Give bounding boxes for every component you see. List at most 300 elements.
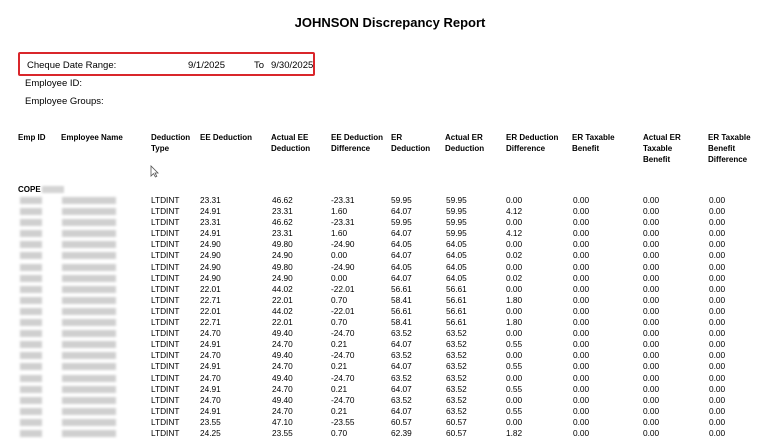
cell-er-taxable-benefit-difference: 0.00 — [709, 372, 726, 383]
cell-er-deduction: 63.52 — [391, 372, 412, 383]
cell-er-deduction: 59.95 — [391, 217, 412, 228]
cell-actual-er-deduction: 59.95 — [446, 206, 467, 217]
redacted-employee-name — [62, 363, 116, 370]
cell-actual-er-taxable-benefit: 0.00 — [643, 317, 660, 328]
table-row — [0, 373, 780, 384]
cell-er-taxable-benefit-difference: 0.00 — [709, 206, 726, 217]
cell-actual-ee-deduction: 23.55 — [272, 427, 293, 438]
cell-actual-ee-deduction: 44.02 — [272, 305, 293, 316]
cell-deduction-type: LTDINT — [151, 405, 180, 416]
cell-ee-deduction-difference: -24.70 — [331, 394, 355, 405]
redacted-employee-name — [62, 286, 116, 293]
cell-ee-deduction: 22.71 — [200, 317, 221, 328]
cell-er-deduction-difference: 0.02 — [506, 250, 523, 261]
cell-er-taxable-benefit: 0.00 — [573, 383, 590, 394]
cell-er-taxable-benefit-difference: 0.00 — [709, 261, 726, 272]
cell-er-taxable-benefit: 0.00 — [573, 294, 590, 305]
cell-er-taxable-benefit-difference: 0.00 — [709, 394, 726, 405]
redacted-emp-id — [20, 264, 42, 271]
cell-er-taxable-benefit-difference: 0.00 — [709, 383, 726, 394]
cell-actual-er-taxable-benefit: 0.00 — [643, 261, 660, 272]
cell-actual-er-taxable-benefit: 0.00 — [643, 350, 660, 361]
cell-er-taxable-benefit-difference: 0.00 — [709, 272, 726, 283]
cell-actual-ee-deduction: 49.40 — [272, 372, 293, 383]
employee-id-label: Employee ID: — [25, 78, 83, 89]
redacted-emp-id — [20, 419, 42, 426]
cell-deduction-type: LTDINT — [151, 394, 180, 405]
redacted-emp-id — [20, 208, 42, 215]
cell-er-deduction-difference: 0.55 — [506, 339, 523, 350]
table-row — [0, 273, 780, 284]
employee-group-label — [18, 185, 64, 194]
cell-ee-deduction-difference: 0.21 — [331, 405, 348, 416]
table-row — [0, 395, 780, 406]
cell-er-deduction-difference: 0.00 — [506, 372, 523, 383]
redacted-emp-id — [20, 308, 42, 315]
redacted-employee-name — [62, 330, 116, 337]
cell-deduction-type: LTDINT — [151, 206, 180, 217]
cell-actual-er-deduction: 63.52 — [446, 339, 467, 350]
report-title: JOHNSON Discrepancy Report — [294, 15, 486, 30]
redacted-emp-id — [20, 275, 42, 282]
redacted-group-suffix — [42, 186, 64, 193]
employee-groups-label: Employee Groups: — [25, 96, 104, 107]
cell-deduction-type: LTDINT — [151, 339, 180, 350]
cell-deduction-type: LTDINT — [151, 294, 180, 305]
table-row — [0, 295, 780, 306]
cell-er-deduction: 56.61 — [391, 305, 412, 316]
cell-ee-deduction: 24.70 — [200, 328, 221, 339]
cell-er-deduction-difference: 0.00 — [506, 305, 523, 316]
cell-ee-deduction-difference: -22.01 — [331, 283, 355, 294]
cell-ee-deduction-difference: 0.70 — [331, 317, 348, 328]
col-header-actual-ee-deduction: Actual EE Deduction — [271, 133, 311, 153]
cell-ee-deduction-difference: -24.70 — [331, 372, 355, 383]
cell-deduction-type: LTDINT — [151, 272, 180, 283]
cheque-date-range — [18, 52, 315, 76]
cell-actual-ee-deduction: 46.62 — [272, 217, 293, 228]
redacted-emp-id — [20, 241, 42, 248]
cell-actual-ee-deduction: 49.40 — [272, 328, 293, 339]
cell-ee-deduction-difference: -24.70 — [331, 328, 355, 339]
cell-er-deduction: 58.41 — [391, 317, 412, 328]
cell-actual-ee-deduction: 22.01 — [272, 317, 293, 328]
table-row — [0, 306, 780, 317]
cell-er-taxable-benefit: 0.00 — [573, 405, 590, 416]
redacted-employee-name — [62, 264, 116, 271]
cell-ee-deduction: 23.31 — [200, 195, 221, 205]
cell-ee-deduction: 24.70 — [200, 350, 221, 361]
redacted-emp-id — [20, 219, 42, 226]
detail-rows — [0, 195, 780, 439]
cell-ee-deduction-difference: -24.90 — [331, 239, 355, 250]
cell-actual-er-deduction: 63.52 — [446, 350, 467, 361]
cell-ee-deduction-difference: 0.21 — [331, 383, 348, 394]
cell-deduction-type: LTDINT — [151, 283, 180, 294]
cell-er-deduction-difference: 1.80 — [506, 294, 523, 305]
redacted-emp-id — [20, 386, 42, 393]
to-date: 9/30/2025 — [271, 60, 314, 71]
cell-actual-er-deduction: 63.52 — [446, 361, 467, 372]
cell-er-taxable-benefit: 0.00 — [573, 217, 590, 228]
cell-ee-deduction-difference: -24.70 — [331, 350, 355, 361]
col-header-actual-er-taxable-benefit: Actual ER Taxable Benefit — [643, 133, 681, 164]
cell-actual-ee-deduction: 46.62 — [272, 195, 293, 205]
redacted-employee-name — [62, 386, 116, 393]
cell-ee-deduction: 23.55 — [200, 416, 221, 427]
cell-deduction-type: LTDINT — [151, 361, 180, 372]
redacted-employee-name — [62, 397, 116, 404]
cell-ee-deduction: 24.90 — [200, 250, 221, 261]
cell-er-taxable-benefit: 0.00 — [573, 372, 590, 383]
cell-deduction-type: LTDINT — [151, 217, 180, 228]
cell-actual-er-taxable-benefit: 0.00 — [643, 361, 660, 372]
cell-actual-er-deduction: 59.95 — [446, 228, 467, 239]
cell-er-deduction-difference: 0.00 — [506, 416, 523, 427]
cell-er-taxable-benefit-difference: 0.00 — [709, 405, 726, 416]
col-header-emp-id: Emp ID — [18, 133, 46, 142]
col-header-employee-name: Employee Name — [61, 133, 123, 142]
redacted-emp-id — [20, 430, 42, 437]
cell-ee-deduction: 24.25 — [200, 427, 221, 438]
cell-er-deduction-difference: 0.00 — [506, 261, 523, 272]
cell-ee-deduction-difference: -23.55 — [331, 416, 355, 427]
cell-actual-ee-deduction: 24.70 — [272, 383, 293, 394]
cell-deduction-type: LTDINT — [151, 317, 180, 328]
cell-actual-er-deduction: 56.61 — [446, 317, 467, 328]
cell-er-taxable-benefit-difference: 0.00 — [709, 317, 726, 328]
cell-er-deduction-difference: 0.00 — [506, 328, 523, 339]
cell-deduction-type: LTDINT — [151, 383, 180, 394]
cell-er-taxable-benefit-difference: 0.00 — [709, 195, 726, 205]
cell-ee-deduction: 24.91 — [200, 339, 221, 350]
cell-ee-deduction-difference: -23.31 — [331, 195, 355, 205]
redacted-employee-name — [62, 208, 116, 215]
cell-actual-er-deduction: 60.57 — [446, 427, 467, 438]
cell-er-deduction: 63.52 — [391, 350, 412, 361]
cell-ee-deduction-difference: 0.70 — [331, 427, 348, 438]
redacted-employee-name — [62, 319, 116, 326]
cell-deduction-type: LTDINT — [151, 416, 180, 427]
cell-actual-er-taxable-benefit: 0.00 — [643, 427, 660, 438]
cell-er-deduction: 64.07 — [391, 272, 412, 283]
cell-ee-deduction-difference: 0.21 — [331, 339, 348, 350]
cell-deduction-type: LTDINT — [151, 239, 180, 250]
cell-deduction-type: LTDINT — [151, 372, 180, 383]
cell-er-deduction: 64.07 — [391, 250, 412, 261]
redacted-employee-name — [62, 352, 116, 359]
cell-actual-er-taxable-benefit: 0.00 — [643, 228, 660, 239]
redacted-employee-name — [62, 197, 116, 204]
cell-ee-deduction: 24.91 — [200, 206, 221, 217]
cell-actual-ee-deduction: 49.80 — [272, 261, 293, 272]
cell-actual-er-taxable-benefit: 0.00 — [643, 272, 660, 283]
cell-er-deduction-difference: 0.55 — [506, 383, 523, 394]
table-row — [0, 195, 780, 206]
cell-ee-deduction: 22.01 — [200, 283, 221, 294]
cell-er-deduction-difference: 0.00 — [506, 283, 523, 294]
cell-er-deduction-difference: 4.12 — [506, 228, 523, 239]
redacted-emp-id — [20, 252, 42, 259]
cell-er-deduction-difference: 0.00 — [506, 217, 523, 228]
cell-er-taxable-benefit: 0.00 — [573, 272, 590, 283]
cell-er-taxable-benefit: 0.00 — [573, 416, 590, 427]
cell-actual-er-deduction: 63.52 — [446, 405, 467, 416]
cell-actual-er-deduction: 56.61 — [446, 283, 467, 294]
cell-er-deduction: 64.07 — [391, 361, 412, 372]
cell-actual-er-taxable-benefit: 0.00 — [643, 217, 660, 228]
employee-group-name: COPE — [18, 185, 41, 194]
cell-er-taxable-benefit: 0.00 — [573, 339, 590, 350]
cell-er-taxable-benefit: 0.00 — [573, 228, 590, 239]
cell-actual-ee-deduction: 23.31 — [272, 206, 293, 217]
cell-er-taxable-benefit: 0.00 — [573, 261, 590, 272]
cell-er-taxable-benefit-difference: 0.00 — [709, 283, 726, 294]
redacted-emp-id — [20, 363, 42, 370]
redacted-employee-name — [62, 230, 116, 237]
cell-er-taxable-benefit-difference: 0.00 — [709, 339, 726, 350]
cell-er-deduction: 64.07 — [391, 206, 412, 217]
cell-ee-deduction: 24.91 — [200, 405, 221, 416]
cell-er-deduction-difference: 0.55 — [506, 405, 523, 416]
cell-ee-deduction-difference: 0.00 — [331, 272, 348, 283]
table-row — [0, 406, 780, 417]
col-header-er-taxable-benefit: ER Taxable Benefit — [572, 133, 615, 153]
cell-actual-ee-deduction: 47.10 — [272, 416, 293, 427]
cell-deduction-type: LTDINT — [151, 350, 180, 361]
table-row — [0, 228, 780, 239]
cell-ee-deduction-difference: -23.31 — [331, 217, 355, 228]
cell-ee-deduction: 24.91 — [200, 228, 221, 239]
cell-actual-ee-deduction: 24.90 — [272, 250, 293, 261]
cell-ee-deduction: 22.01 — [200, 305, 221, 316]
cell-actual-er-taxable-benefit: 0.00 — [643, 195, 660, 205]
cell-actual-er-deduction: 56.61 — [446, 305, 467, 316]
cell-er-taxable-benefit: 0.00 — [573, 305, 590, 316]
cell-er-deduction: 64.07 — [391, 405, 412, 416]
cell-er-taxable-benefit: 0.00 — [573, 250, 590, 261]
table-row — [0, 417, 780, 428]
cell-er-deduction: 63.52 — [391, 394, 412, 405]
cell-actual-ee-deduction: 49.40 — [272, 394, 293, 405]
cell-er-deduction: 58.41 — [391, 294, 412, 305]
cell-ee-deduction: 24.91 — [200, 361, 221, 372]
table-row — [0, 217, 780, 228]
cell-actual-er-deduction: 63.52 — [446, 372, 467, 383]
cell-actual-er-taxable-benefit: 0.00 — [643, 383, 660, 394]
cell-ee-deduction-difference: 0.21 — [331, 361, 348, 372]
cell-er-deduction: 64.07 — [391, 383, 412, 394]
cell-actual-er-deduction: 56.61 — [446, 294, 467, 305]
redacted-emp-id — [20, 408, 42, 415]
cell-actual-er-deduction: 63.52 — [446, 394, 467, 405]
cell-er-taxable-benefit: 0.00 — [573, 427, 590, 438]
table-row — [0, 239, 780, 250]
cell-deduction-type: LTDINT — [151, 250, 180, 261]
redacted-emp-id — [20, 286, 42, 293]
cell-ee-deduction-difference: 1.60 — [331, 228, 348, 239]
redacted-employee-name — [62, 430, 116, 437]
cell-ee-deduction-difference: 0.70 — [331, 294, 348, 305]
table-row — [0, 350, 780, 361]
cell-er-deduction-difference: 0.02 — [506, 272, 523, 283]
redacted-emp-id — [20, 319, 42, 326]
col-header-actual-er-deduction: Actual ER Deduction — [445, 133, 485, 153]
cell-er-taxable-benefit-difference: 0.00 — [709, 416, 726, 427]
cell-er-taxable-benefit: 0.00 — [573, 195, 590, 205]
cell-ee-deduction: 22.71 — [200, 294, 221, 305]
cell-er-taxable-benefit: 0.00 — [573, 283, 590, 294]
cell-er-deduction: 63.52 — [391, 328, 412, 339]
col-header-deduction-type: Deduction Type — [151, 133, 191, 153]
cell-er-deduction-difference: 1.80 — [506, 317, 523, 328]
cell-actual-ee-deduction: 44.02 — [272, 283, 293, 294]
cell-er-taxable-benefit-difference: 0.00 — [709, 361, 726, 372]
table-row — [0, 339, 780, 350]
cell-actual-er-deduction: 59.95 — [446, 195, 467, 205]
cell-er-taxable-benefit: 0.00 — [573, 328, 590, 339]
cell-er-deduction: 64.07 — [391, 339, 412, 350]
cell-actual-er-taxable-benefit: 0.00 — [643, 239, 660, 250]
col-header-er-deduction: ER Deduction — [391, 133, 431, 153]
table-row — [0, 428, 780, 439]
table-row — [0, 384, 780, 395]
cell-er-taxable-benefit-difference: 0.00 — [709, 305, 726, 316]
cell-er-deduction-difference: 0.00 — [506, 195, 523, 205]
cheque-date-range-label: Cheque Date Range: — [27, 60, 117, 71]
cell-er-taxable-benefit-difference: 0.00 — [709, 228, 726, 239]
cell-ee-deduction: 24.90 — [200, 261, 221, 272]
cell-actual-er-deduction: 64.05 — [446, 250, 467, 261]
cell-er-deduction: 60.57 — [391, 416, 412, 427]
cell-deduction-type: LTDINT — [151, 328, 180, 339]
table-row — [0, 328, 780, 339]
cell-ee-deduction: 23.31 — [200, 217, 221, 228]
cell-actual-ee-deduction: 24.70 — [272, 405, 293, 416]
to-label: To — [254, 60, 265, 71]
cell-actual-er-deduction: 64.05 — [446, 272, 467, 283]
cell-deduction-type: LTDINT — [151, 195, 180, 205]
redacted-emp-id — [20, 230, 42, 237]
redacted-emp-id — [20, 375, 42, 382]
table-row — [0, 284, 780, 295]
cell-er-taxable-benefit: 0.00 — [573, 394, 590, 405]
cell-er-deduction: 56.61 — [391, 283, 412, 294]
cell-actual-er-deduction: 60.57 — [446, 416, 467, 427]
redacted-emp-id — [20, 297, 42, 304]
cell-ee-deduction-difference: -22.01 — [331, 305, 355, 316]
cell-er-taxable-benefit-difference: 0.00 — [709, 239, 726, 250]
cell-er-deduction: 62.39 — [391, 427, 412, 438]
cell-actual-er-deduction: 63.52 — [446, 383, 467, 394]
cell-deduction-type: LTDINT — [151, 228, 180, 239]
from-date: 9/1/2025 — [188, 60, 225, 71]
cell-er-taxable-benefit-difference: 0.00 — [709, 328, 726, 339]
cell-ee-deduction-difference: -24.90 — [331, 261, 355, 272]
cell-actual-ee-deduction: 22.01 — [272, 294, 293, 305]
redacted-employee-name — [62, 308, 116, 315]
cell-actual-er-deduction: 64.05 — [446, 239, 467, 250]
table-row — [0, 206, 780, 217]
redacted-employee-name — [62, 241, 116, 248]
redacted-emp-id — [20, 352, 42, 359]
redacted-employee-name — [62, 219, 116, 226]
cell-actual-er-deduction: 59.95 — [446, 217, 467, 228]
cell-actual-er-taxable-benefit: 0.00 — [643, 394, 660, 405]
table-row — [0, 361, 780, 372]
cell-deduction-type: LTDINT — [151, 261, 180, 272]
redacted-emp-id — [20, 341, 42, 348]
cell-er-taxable-benefit-difference: 0.00 — [709, 350, 726, 361]
cell-ee-deduction: 24.90 — [200, 239, 221, 250]
col-header-er-deduction-difference: ER Deduction Difference — [506, 133, 559, 153]
col-header-ee-deduction: EE Deduction — [200, 133, 253, 142]
cell-actual-er-taxable-benefit: 0.00 — [643, 294, 660, 305]
cell-ee-deduction-difference: 1.60 — [331, 206, 348, 217]
cell-er-deduction: 64.07 — [391, 228, 412, 239]
cell-deduction-type: LTDINT — [151, 305, 180, 316]
cell-er-deduction-difference: 0.00 — [506, 350, 523, 361]
cell-er-taxable-benefit: 0.00 — [573, 317, 590, 328]
cell-actual-ee-deduction: 24.70 — [272, 361, 293, 372]
cell-er-taxable-benefit: 0.00 — [573, 206, 590, 217]
mouse-cursor-icon — [150, 165, 159, 178]
cell-actual-ee-deduction: 24.90 — [272, 272, 293, 283]
cell-er-taxable-benefit-difference: 0.00 — [709, 217, 726, 228]
cell-er-deduction: 64.05 — [391, 261, 412, 272]
cell-actual-er-taxable-benefit: 0.00 — [643, 206, 660, 217]
cell-actual-er-taxable-benefit: 0.00 — [643, 328, 660, 339]
redacted-emp-id — [20, 397, 42, 404]
cell-actual-er-taxable-benefit: 0.00 — [643, 372, 660, 383]
col-header-ee-deduction-difference: EE Deduction Difference — [331, 133, 384, 153]
cell-er-taxable-benefit: 0.00 — [573, 239, 590, 250]
redacted-employee-name — [62, 275, 116, 282]
cell-ee-deduction: 24.91 — [200, 383, 221, 394]
cell-ee-deduction: 24.70 — [200, 394, 221, 405]
redacted-employee-name — [62, 341, 116, 348]
cell-actual-ee-deduction: 49.80 — [272, 239, 293, 250]
cell-er-taxable-benefit-difference: 0.00 — [709, 427, 726, 438]
cell-actual-ee-deduction: 24.70 — [272, 339, 293, 350]
cell-actual-er-taxable-benefit: 0.00 — [643, 305, 660, 316]
cell-er-taxable-benefit-difference: 0.00 — [709, 250, 726, 261]
cell-ee-deduction: 24.90 — [200, 272, 221, 283]
redacted-employee-name — [62, 252, 116, 259]
cell-deduction-type: LTDINT — [151, 427, 180, 438]
cell-actual-er-taxable-benefit: 0.00 — [643, 416, 660, 427]
cell-ee-deduction: 24.70 — [200, 372, 221, 383]
cell-er-deduction-difference: 0.00 — [506, 239, 523, 250]
redacted-emp-id — [20, 197, 42, 204]
cell-er-deduction-difference: 1.82 — [506, 427, 523, 438]
table-row — [0, 250, 780, 261]
cell-er-taxable-benefit-difference: 0.00 — [709, 294, 726, 305]
cell-actual-er-deduction: 63.52 — [446, 328, 467, 339]
cell-ee-deduction-difference: 0.00 — [331, 250, 348, 261]
redacted-employee-name — [62, 297, 116, 304]
cell-er-deduction-difference: 0.00 — [506, 394, 523, 405]
cell-er-deduction-difference: 0.55 — [506, 361, 523, 372]
redacted-employee-name — [62, 419, 116, 426]
cell-actual-ee-deduction: 23.31 — [272, 228, 293, 239]
col-header-er-taxable-benefit-difference: ER Taxable Benefit Difference — [708, 133, 751, 164]
cell-actual-er-taxable-benefit: 0.00 — [643, 250, 660, 261]
cell-actual-ee-deduction: 49.40 — [272, 350, 293, 361]
redacted-emp-id — [20, 330, 42, 337]
cell-actual-er-taxable-benefit: 0.00 — [643, 405, 660, 416]
cell-er-deduction-difference: 4.12 — [506, 206, 523, 217]
